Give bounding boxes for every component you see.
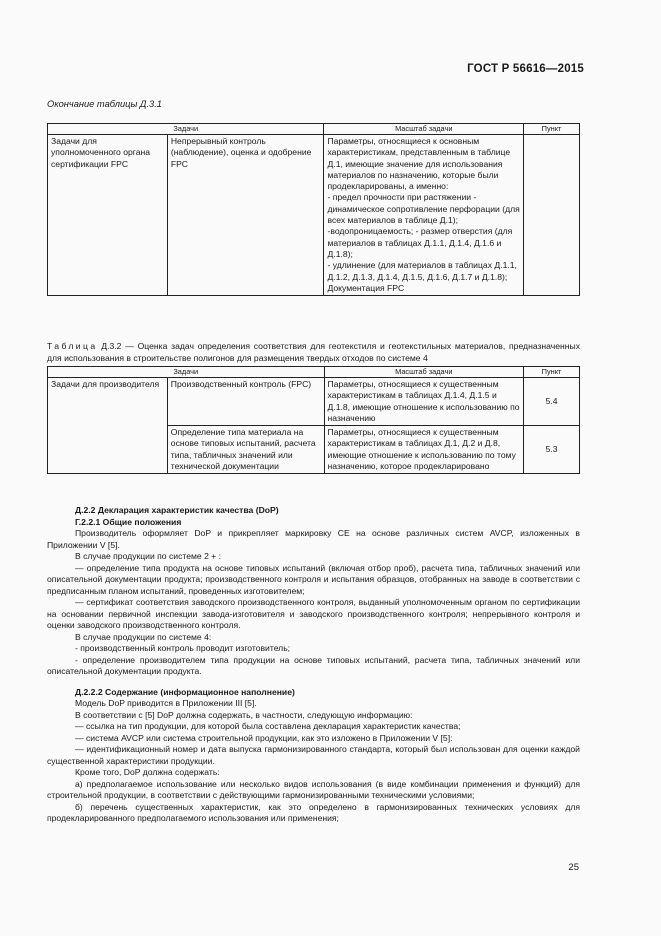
paragraph: — идентификационный номер и дата выпуска гармонизированного стандарта, который был использован для оценки каждой существенной характеристики продукции. bbox=[47, 744, 580, 766]
paragraph: В случае продукции по системе 4: bbox=[75, 631, 212, 642]
paragraph: а) предполагаемое использование или несколько видов использования (в виде комбинации применения и функций) для строительной продукции, в соответствии с действующими гармонизированными техническими условиями; bbox=[47, 778, 580, 800]
table-d32 bbox=[47, 366, 580, 474]
cell-group: Задачи для производителя bbox=[48, 378, 168, 474]
paragraph: — система AVCP или система строительной продукции, как это изложено в Приложении V [5]: bbox=[75, 732, 453, 743]
cell-task: Определение типа материала на основе типовых испытаний, расчета типа, табличных значений или технической документации bbox=[167, 426, 324, 474]
section-heading: Д.2.2.2 Содержание (информационное наполнение) bbox=[75, 686, 295, 697]
paragraph: — сертификат соответствия заводского производственного контроля, выданный уполномоченным органом по сертификации на основании первичной инспекции завода-изготовителя и заводского производственного контроля; непрерывного контроля и оценки заводского производственного контроля. bbox=[47, 597, 580, 630]
body-text bbox=[47, 505, 580, 825]
paragraph: Производитель оформляет DoP и прикрепляет маркировку СЕ на основе различных систем AVCP, изложенных в Приложении V [5]. bbox=[47, 528, 580, 550]
table-d31-end bbox=[47, 123, 580, 296]
cell-scope: Параметры, относящиеся к существенным характеристикам в таблицах Д.1.4, Д.1.5 и Д.1.8, имеющие отношение к использованию по назначению bbox=[324, 378, 524, 426]
col-header-scope: Масштаб задачи bbox=[324, 124, 524, 135]
col-header-tasks: Задачи bbox=[48, 124, 324, 135]
paragraph: - производственный контроль проводит изготовитель; bbox=[75, 643, 291, 653]
page-number: 25 bbox=[568, 862, 579, 873]
col-header-clause: Пункт bbox=[524, 124, 580, 135]
section-heading: Г.2.2.1 Общие положения bbox=[75, 516, 182, 527]
paragraph: В соответствии с [5] DoP должна содержать, в частности, следующую информацию: bbox=[75, 709, 413, 720]
paragraph: В случае продукции по системе 2 + : bbox=[75, 551, 222, 561]
paragraph: — определение типа продукта на основе типовых испытаний (включая отбор проб), расчета типа, табличных значений или описательной документации продукта; производственного контроля и испытания образцов, отобранных на заводе в соответствии с предписанным планом испытаний, проведенных изготовителем; bbox=[47, 562, 580, 596]
table-title: Д.3.2 — Оценка задач определения соответствия для геотекстиля и геотекстильных материалов, предназначенных для использования в строительстве полигонов для размещения твердых отходов по системе 4 bbox=[47, 341, 580, 363]
cell-group: Задачи для уполномоченного органа сертификации FPC bbox=[48, 135, 168, 296]
table1-caption: Окончание таблицы Д.3.1 bbox=[47, 99, 162, 109]
paragraph: — ссылка на тип продукции, для которой была составлена декларация характеристик качества; bbox=[75, 721, 461, 731]
col-header-scope: Масштаб задачи bbox=[324, 367, 524, 378]
cell-clause: 5.4 bbox=[524, 378, 580, 426]
paragraph: Кроме того, DoP должна содержать: bbox=[75, 767, 220, 777]
col-header-tasks: Задачи bbox=[48, 367, 325, 378]
spacer bbox=[47, 678, 580, 687]
cell-task: Непрерывный контроль (наблюдение), оценка и одобрение FPC bbox=[167, 135, 324, 296]
cell-scope: Параметры, относящиеся к существенным характеристикам в таблицах Д.1, Д.2 и Д.8, имеющие отношение к использованию по тому назначению, которое продекларировано bbox=[324, 426, 524, 474]
col-header-clause: Пункт bbox=[524, 367, 580, 378]
paragraph: - определение производителем типа продукции на основе типовых испытаний, расчета типа, табличных значений или описательной документации продукта. bbox=[47, 654, 580, 676]
standard-id: ГОСТ Р 56616—2015 bbox=[467, 63, 584, 75]
cell-scope: Параметры, относящиеся к основным характеристикам, представленным в таблице Д.1, имеющие значение для использования материалов по назначению, которые были продекларированы, а именно: - предел прочности при растяжении - динамическое сопротивление перфорации (для всех материалов в таблице Д.1); -водопроницаемость; - размер отверстия (для материалов в таблицах Д.1.1, Д.1.4, Д.1.6 и Д.1.8); - удлинение (для материалов в таблицах Д.1.1, Д.1.2, Д.1.3, Д.1.4, Д.1.5, Д.1.6, Д.1.7 и Д.1.8); Документация FPC bbox=[324, 135, 524, 296]
table-row bbox=[48, 378, 580, 426]
paragraph: б) перечень существенных характеристик, как это определено в гармонизированных технических условиях для продекларированного предполагаемого использования или применения; bbox=[47, 801, 580, 823]
table-row bbox=[48, 135, 580, 296]
table-label: Таблица bbox=[47, 341, 98, 351]
cell-task: Производственный контроль (FPC) bbox=[167, 378, 324, 426]
cell-clause bbox=[524, 135, 580, 296]
paragraph: Модель DoP приводится в Приложении III [5]. bbox=[75, 698, 257, 708]
cell-clause: 5.3 bbox=[524, 426, 580, 474]
section-heading: Д.2.2 Декларация характеристик качества (DoP) bbox=[75, 505, 279, 515]
table2-caption bbox=[47, 341, 580, 364]
